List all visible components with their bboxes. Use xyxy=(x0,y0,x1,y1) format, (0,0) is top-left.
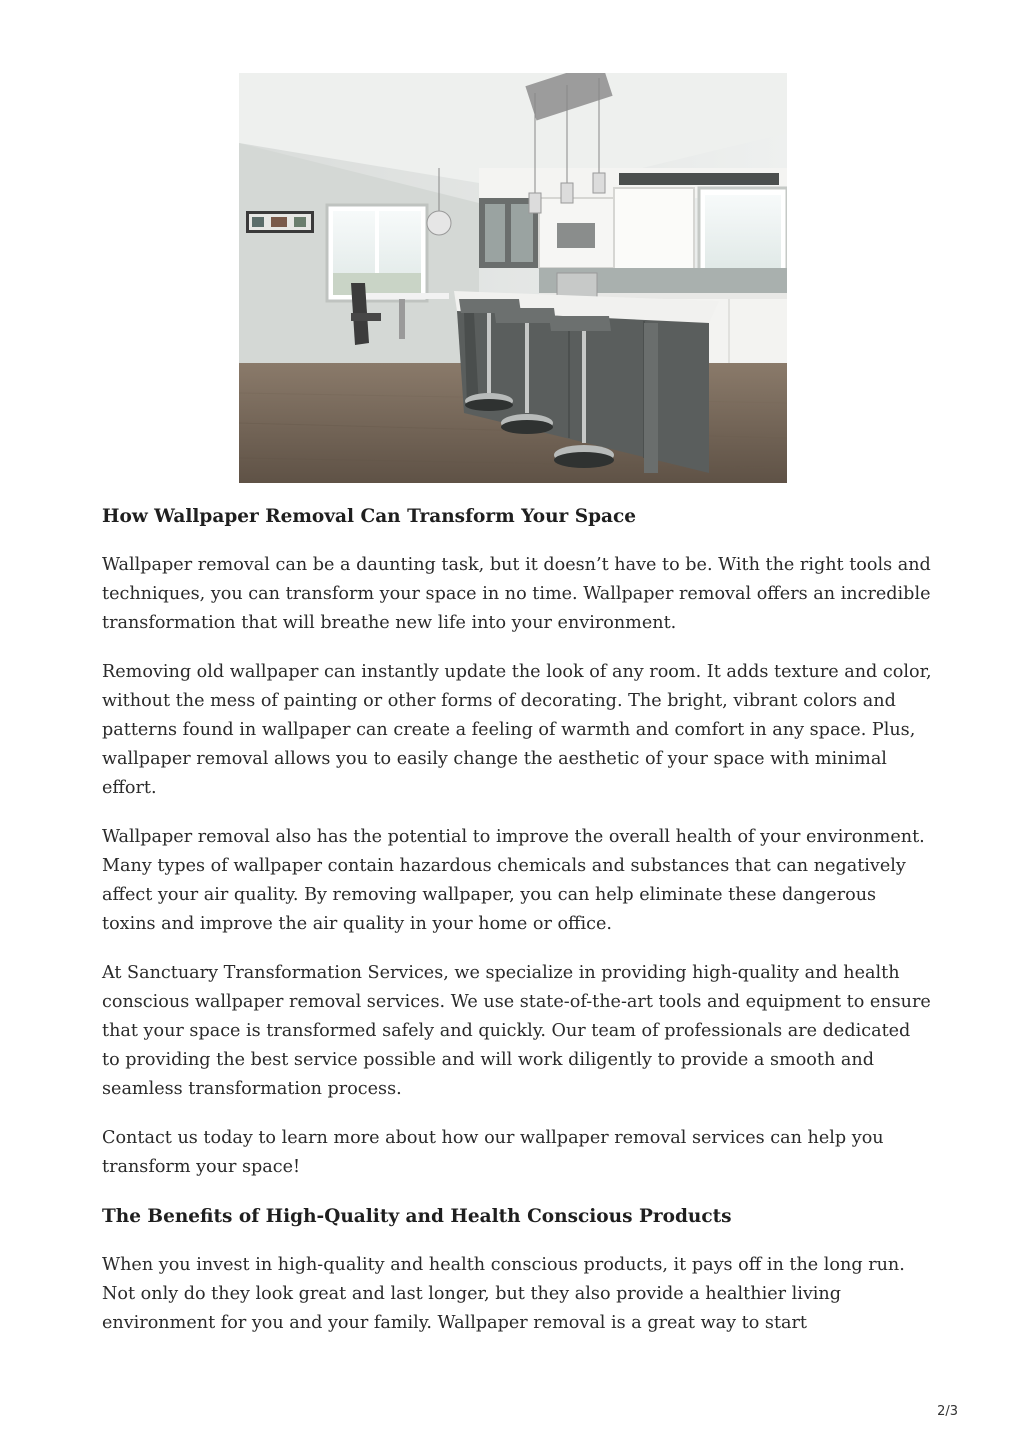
paragraph: Wallpaper removal can be a daunting task, but it doesn’t have to be. With the right tools and techniques, you can transform your space in no time. Wallpaper removal offers an incredible transformation that will breathe new life into your environment. xyxy=(102,555,931,633)
article-body xyxy=(102,502,932,1358)
section-heading: The Benefits of High-Quality and Health Conscious Products xyxy=(102,1206,732,1227)
paragraph: At Sanctuary Transformation Services, we specialize in providing high-quality and health conscious wallpaper removal services. We use state-of-the-art tools and equipment to ensure that your space is transformed safely and quickly. Our team of professionals are dedicated to providing the best service possible and will work diligently to provide a smooth and seamless transformation process. xyxy=(102,963,931,1099)
page-number: 2/3 xyxy=(937,1404,958,1419)
paragraph: Wallpaper removal also has the potential to improve the overall health of your environment. Many types of wallpaper contain hazardous chemicals and substances that can negatively affect your air quality. By removing wallpaper, you can help eliminate these dangerous toxins and improve the air quality in your home or office. xyxy=(102,827,925,934)
paragraph: Contact us today to learn more about how our wallpaper removal services can help you transform your space! xyxy=(102,1128,884,1177)
paragraph: When you invest in high-quality and health conscious products, it pays off in the long run. Not only do they look great and last longer, but they also provide a healthier living environment for you and your family. Wallpaper removal is a great way to start xyxy=(102,1255,905,1333)
section-heading: How Wallpaper Removal Can Transform Your Space xyxy=(102,506,637,527)
paragraph: Removing old wallpaper can instantly update the look of any room. It adds texture and color, without the mess of painting or other forms of decorating. The bright, vibrant colors and patterns found in wallpaper can create a feeling of warmth and comfort in any space. Plus, wallpaper removal allows you to easily change the aesthetic of your space with minimal effort. xyxy=(102,662,932,798)
kitchen-photo xyxy=(239,73,787,483)
